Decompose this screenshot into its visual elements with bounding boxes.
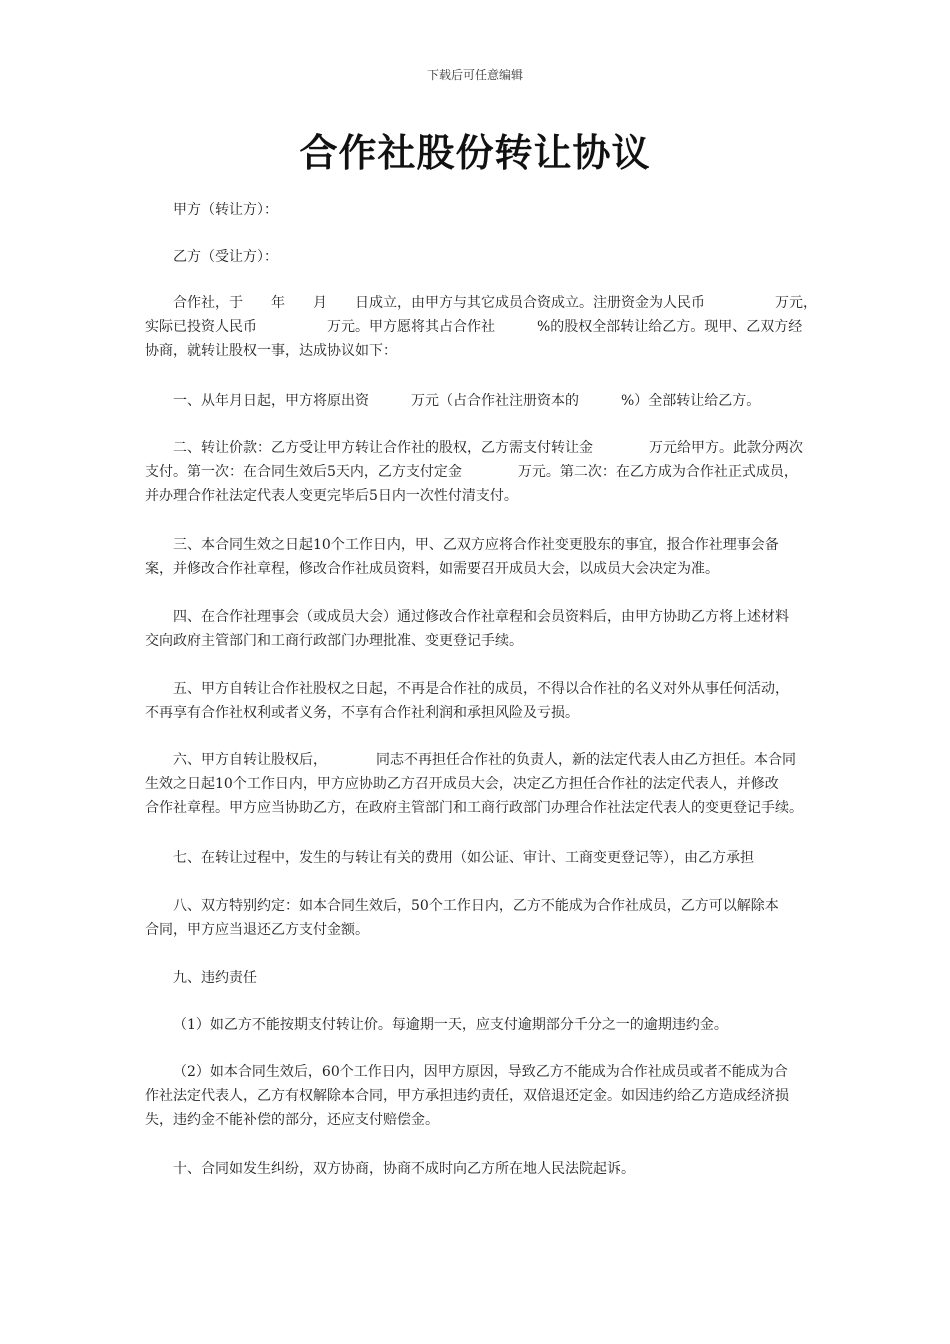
party-a-line <box>145 198 817 222</box>
party-b-text: 乙方（受让方）： <box>173 249 278 265</box>
paragraph-line: 六、甲方自转让股权后， 同志不再担任合作社的负责人，新的法定代表人由乙方担任。本合同 <box>173 752 796 768</box>
intro-paragraph <box>145 291 817 363</box>
clause-2 <box>145 436 817 508</box>
clause-10 <box>145 1157 817 1181</box>
clause-9-heading <box>145 966 817 990</box>
paragraph-line: 实际已投资人民币 万元。甲方愿将其占合作社 %的股权全部转让给乙方。现甲、乙双方经 <box>145 319 803 335</box>
paragraph-line: 生效之日起10个工作日内，甲方应协助乙方召开成员大会，决定乙方担任合作社的法定代表人，并修改 <box>145 776 779 792</box>
party-a-text: 甲方（转让方）： <box>173 202 278 218</box>
party-b-line <box>145 245 817 269</box>
paragraph-line: 合同，甲方应当退还乙方支付金额。 <box>145 922 369 938</box>
paragraph-line: 八、双方特别约定：如本合同生效后，50个工作日内，乙方不能成为合作社成员，乙方可以解除本 <box>173 898 779 914</box>
paragraph-line: 并办理合作社法定代表人变更完毕后5日内一次性付清支付。 <box>145 488 518 504</box>
clause-7 <box>145 846 817 870</box>
paragraph-line: 协商，就转让股权一事，达成协议如下： <box>145 343 397 359</box>
paragraph-line: 作社法定代表人，乙方有权解除本合同，甲方承担违约责任，双倍退还定金。如因违约给乙方造成经济损 <box>145 1088 789 1104</box>
page-title: 合作社股份转让协议 <box>299 130 651 175</box>
paragraph-line: 不再享有合作社权利或者义务，不享有合作社利润和承担风险及亏损。 <box>145 705 579 721</box>
paragraph-line: （1）如乙方不能按期支付转让价。每逾期一天，应支付逾期部分千分之一的逾期违约金。 <box>173 1017 728 1033</box>
paragraph-line: 合作社，于 年 月 日成立，由甲方与其它成员合资成立。注册资金为人民币 万元， <box>173 295 817 311</box>
paragraph-line: 三、本合同生效之日起10个工作日内，甲、乙双方应将合作社变更股东的事宜，报合作社理事会备 <box>173 537 779 553</box>
clause-5 <box>145 677 817 725</box>
paragraph-line: 案，并修改合作社章程，修改合作社成员资料，如需要召开成员大会，以成员大会决定为准。 <box>145 561 719 577</box>
paragraph-line: 五、甲方自转让合作社股权之日起，不再是合作社的成员，不得以合作社的名义对外从事任何活动， <box>173 681 789 697</box>
paragraph-line: 失，违约金不能补偿的部分，还应支付赔偿金。 <box>145 1112 439 1128</box>
paragraph-line: 支付。第一次：在合同生效后5天内，乙方支付定金 万元。第二次：在乙方成为合作社正式成员， <box>145 464 798 480</box>
clause-9-2 <box>145 1060 817 1132</box>
paragraph-line: 二、转让价款：乙方受让甲方转让合作社的股权，乙方需支付转让金 万元给甲方。此款分两次 <box>173 440 803 456</box>
clause-1 <box>145 389 817 413</box>
paragraph-line: 十、合同如发生纠纷，双方协商，协商不成时向乙方所在地人民法院起诉。 <box>173 1161 635 1177</box>
paragraph-line: 四、在合作社理事会（或成员大会）通过修改合作社章程和会员资料后，由甲方协助乙方将上述材料 <box>173 609 789 625</box>
clause-4 <box>145 605 817 653</box>
paragraph-line: 一、从年月日起，甲方将原出资 万元（占合作社注册资本的 %）全部转让给乙方。 <box>173 393 761 409</box>
clause-8 <box>145 894 817 942</box>
paragraph-line: 合作社章程。甲方应当协助乙方，在政府主管部门和工商行政部门办理合作社法定代表人的变更登记手续。 <box>145 800 803 816</box>
paragraph-line: 交向政府主管部门和工商行政部门办理批准、变更登记手续。 <box>145 633 523 649</box>
clause-9-1 <box>145 1013 817 1037</box>
paragraph-line: （2）如本合同生效后，60个工作日内，因甲方原因，导致乙方不能成为合作社成员或者不能成为合 <box>173 1064 788 1080</box>
clause-3 <box>145 533 817 581</box>
paragraph-line: 七、在转让过程中，发生的与转让有关的费用（如公证、审计、工商变更登记等），由乙方承担 <box>173 850 754 866</box>
clause-6 <box>145 748 817 820</box>
paragraph-line: 九、违约责任 <box>173 970 257 986</box>
header-note: 下载后可任意编辑 <box>426 68 523 82</box>
